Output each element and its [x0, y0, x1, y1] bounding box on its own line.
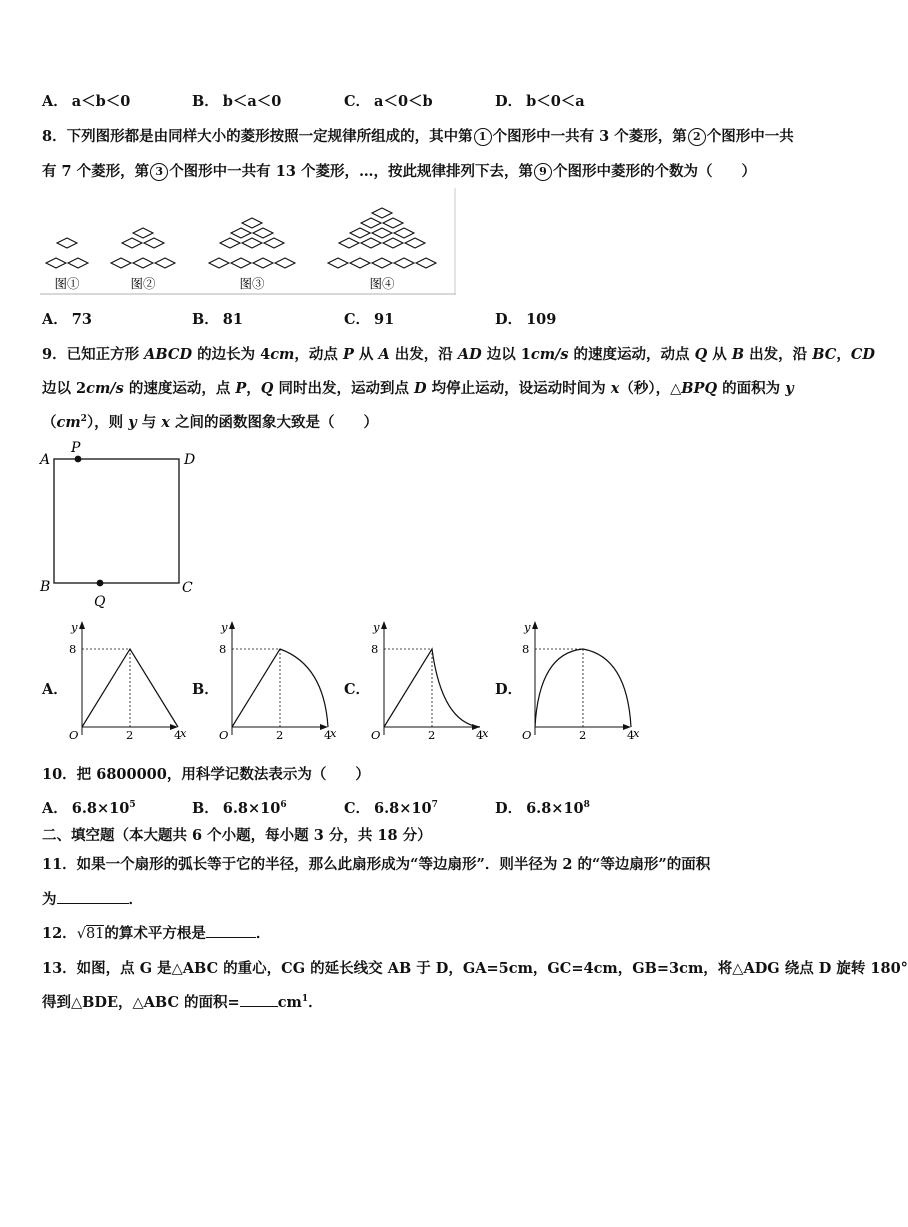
figure-label-2: 图②: [130, 276, 156, 291]
q8-option-b[interactable]: B． 81: [192, 311, 243, 328]
circled-number: 9: [534, 163, 552, 181]
x-tick-4: 4: [174, 728, 182, 742]
square-abcd: [54, 459, 179, 583]
origin-label: O: [69, 728, 79, 742]
q8-stem-line1: 8．下列图形都是由同样大小的菱形按照一定规律所组成的，其中第 1 个图形中一共有 3 个菱形，第 2 个图形中一共: [42, 128, 794, 145]
q8-option-a[interactable]: A． 73: [42, 311, 92, 328]
origin-label: O: [522, 728, 532, 742]
y-axis-arrow: [229, 621, 235, 629]
q9-graph-a: [60, 615, 187, 745]
rhombus: [133, 258, 153, 268]
rhombus: [339, 238, 359, 248]
y-axis-label: y: [524, 620, 531, 634]
rhombus: [350, 228, 370, 238]
rhombus: [372, 228, 392, 238]
rhombus: [394, 228, 414, 238]
answer-blank[interactable]: [206, 923, 256, 938]
label-q: Q: [94, 594, 106, 610]
y-axis-label: y: [71, 620, 78, 634]
function-curve: [384, 649, 480, 727]
circled-number: 3: [150, 163, 168, 181]
y-axis-arrow: [381, 621, 387, 629]
circled-number: 1: [474, 128, 492, 146]
sqrt-symbol: √: [76, 926, 86, 942]
y-tick-8: 8: [371, 642, 379, 656]
rhombus: [264, 238, 284, 248]
function-curve: [232, 649, 328, 727]
q8-stem-line2: 有 7 个菱形，第 3 个图形中一共有 13 个菱形，…，按此规律排列下去，第 9 个图形中菱形的个数为（ ）: [42, 163, 756, 180]
label-d: D: [184, 452, 196, 468]
q12-line: 12．√81的算术平方根是 ．: [42, 925, 271, 942]
x-tick-2: 2: [126, 728, 134, 742]
q9-option-a[interactable]: A．: [42, 681, 68, 698]
rhombus: [328, 258, 348, 268]
rhombus: [350, 258, 370, 268]
y-axis-arrow: [532, 621, 538, 629]
rhombus: [242, 218, 262, 228]
figure-label-1: 图①: [54, 276, 80, 291]
q9-stem-line3: $(cm^2)$，则 y 与 x 之间的函数图象大致是（ ）: [42, 414, 378, 431]
q9-graph-c: [362, 615, 489, 745]
point-p: [75, 456, 82, 463]
answer-blank[interactable]: [240, 992, 278, 1007]
rhombus: [231, 258, 251, 268]
q8-rhombus-figure: [40, 188, 456, 296]
rhombus: [231, 228, 251, 238]
q7-option-d[interactable]: D． b＜0＜a: [495, 93, 585, 110]
x-tick-2: 2: [428, 728, 436, 742]
x-tick-4: 4: [324, 728, 332, 742]
q7-option-a[interactable]: A． a＜b＜0: [42, 93, 131, 110]
q13-line1: 13．如图，点 G 是△ABC 的重心，CG 的延长线交 AB 于 D，GA=5cm，GC=4cm，GB=3cm，将△ADG 绕点 D 旋转 180°: [42, 960, 908, 977]
q10-option-a[interactable]: A． $6.8\times 10^5$: [42, 800, 136, 817]
rhombus: [383, 218, 403, 228]
y-axis-label: y: [221, 620, 228, 634]
rhombus: [253, 228, 273, 238]
q8-option-c[interactable]: C． 91: [344, 311, 395, 328]
y-axis-arrow: [79, 621, 85, 629]
y-tick-8: 8: [69, 642, 77, 656]
q11-line1: 11．如果一个扇形的弧长等于它的半径，那么此扇形成为“等边扇形”．则半径为 2 的“等边扇形”的面积: [42, 856, 711, 873]
figure-label-4: 图④: [369, 276, 395, 291]
x-tick-2: 2: [276, 728, 284, 742]
rhombus: [372, 208, 392, 218]
q7-option-b[interactable]: B． b＜a＜0: [192, 93, 282, 110]
q9-square-figure: [36, 440, 206, 610]
radicand: 81: [85, 926, 105, 942]
x-axis-label: x: [330, 726, 337, 740]
label-a: A: [40, 452, 51, 468]
rhombus: [361, 238, 381, 248]
answer-blank[interactable]: [57, 889, 129, 904]
label-b: B: [40, 579, 51, 595]
q10-option-d[interactable]: D． $6.8\times 10^8$: [495, 800, 590, 817]
rhombus: [242, 238, 262, 248]
x-axis-label: x: [180, 726, 187, 740]
q9-stem-line2: 边以 2cm/s 的速度运动，点 P，Q 同时出发，运动到点 D 均停止运动，设运动时间为 x（秒），△BPQ 的面积为 y: [42, 380, 794, 397]
origin-label: O: [371, 728, 381, 742]
rhombus: [68, 258, 88, 268]
rhombus: [155, 258, 175, 268]
rhombus: [405, 238, 425, 248]
point-q: [97, 580, 104, 587]
y-tick-8: 8: [219, 642, 227, 656]
rhombus: [361, 218, 381, 228]
rhombus: [209, 258, 229, 268]
rhombus: [122, 238, 142, 248]
rhombus: [46, 258, 66, 268]
function-curve: [82, 649, 178, 727]
rhombus: [383, 238, 403, 248]
origin-label: O: [219, 728, 229, 742]
figure-label-3: 图③: [239, 276, 265, 291]
rhombus: [416, 258, 436, 268]
x-tick-2: 2: [579, 728, 587, 742]
y-tick-8: 8: [522, 642, 530, 656]
q7-option-c[interactable]: C． a＜0＜b: [344, 93, 433, 110]
q9-graph-b: [210, 615, 337, 745]
q11-line2: 为 ．: [42, 891, 143, 908]
label-p: P: [71, 440, 81, 456]
q9-option-b[interactable]: B．: [192, 681, 219, 698]
rhombus: [144, 238, 164, 248]
q13-line2: 得到△BDE，△ABC 的面积= $cm^1$．: [42, 994, 323, 1011]
rhombus: [111, 258, 131, 268]
rhombus: [372, 258, 392, 268]
x-axis-label: x: [482, 726, 489, 740]
q10-option-b[interactable]: B． $6.8\times 10^6$: [192, 800, 287, 817]
rhombus: [220, 238, 240, 248]
q9-graph-d: [513, 615, 640, 745]
rhombus: [253, 258, 273, 268]
label-c: C: [182, 580, 193, 596]
rhombus: [133, 228, 153, 238]
x-tick-4: 4: [627, 728, 635, 742]
y-axis-label: y: [373, 620, 380, 634]
x-axis-label: x: [633, 726, 640, 740]
rhombus: [394, 258, 414, 268]
q10-option-c[interactable]: C． $6.8\times 10^7$: [344, 800, 438, 817]
section-heading: 二、填空题（本大题共 6 个小题，每小题 3 分，共 18 分）: [42, 827, 432, 844]
circled-number: 2: [688, 128, 706, 146]
rhombus: [275, 258, 295, 268]
q8-option-d[interactable]: D． 109: [495, 311, 557, 328]
q9-option-d[interactable]: D．: [495, 681, 523, 698]
rhombus: [57, 238, 77, 248]
q9-stem-line1: 9．已知正方形 ABCD 的边长为 4cm，动点 P 从 A 出发，沿 AD 边以 1cm/s 的速度运动，动点 Q 从 B 出发，沿 BC，CD: [42, 346, 875, 363]
function-curve: [535, 649, 631, 727]
x-tick-4: 4: [476, 728, 484, 742]
q9-option-c[interactable]: C．: [344, 681, 371, 698]
q10-stem: 10．把 6800000，用科学记数法表示为（ ）: [42, 766, 370, 783]
